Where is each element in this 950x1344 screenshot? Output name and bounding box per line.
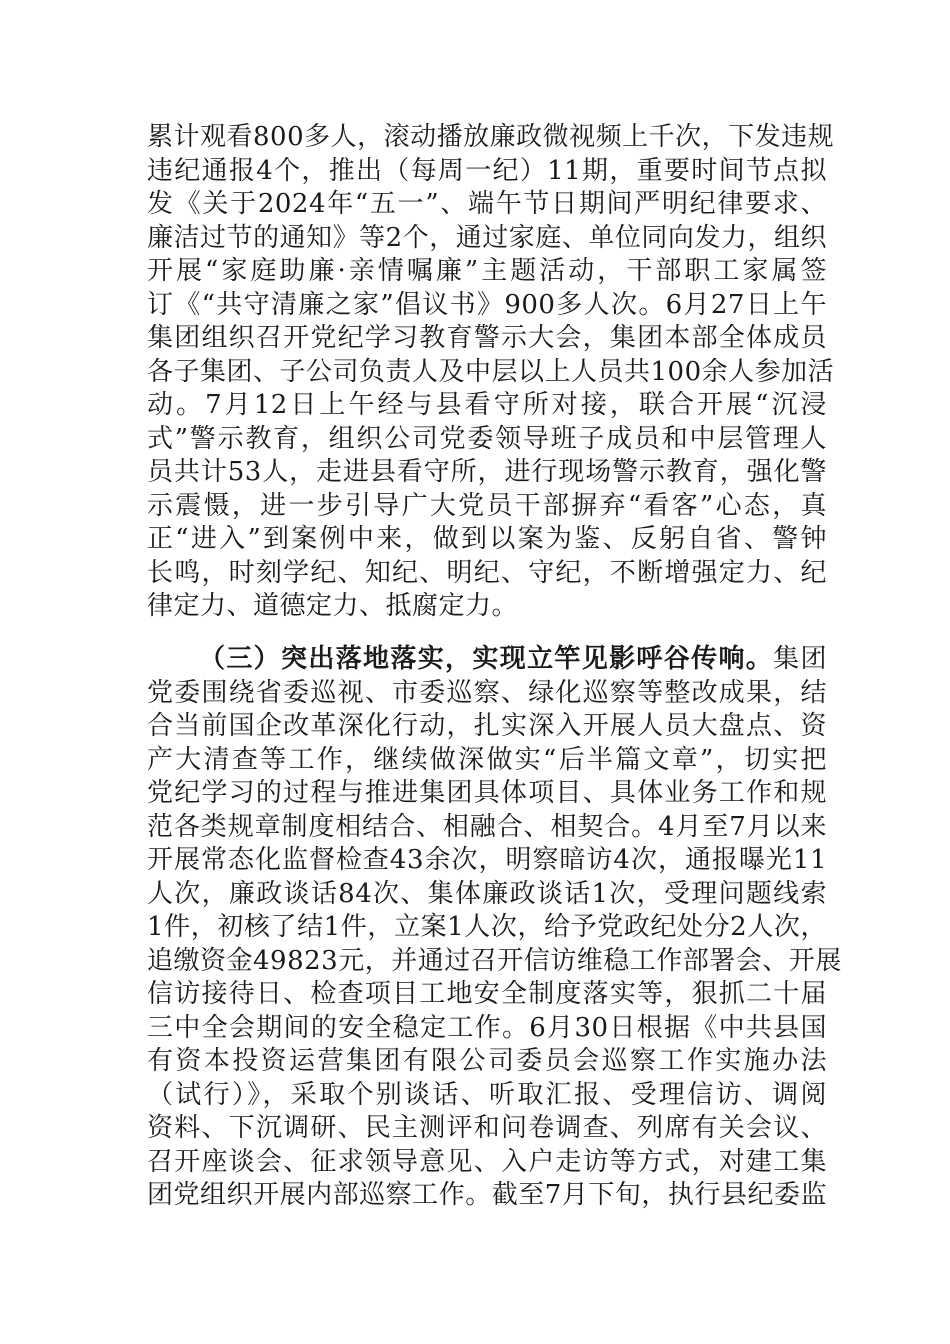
text-line: 廉洁过节的通知》等2个，通过家庭、单位同向发力，组织 bbox=[147, 222, 827, 253]
text-line: 发《关于2024年“五一”、端午节日期间严明纪律要求、 bbox=[147, 189, 827, 219]
text-line: 三中全会期间的安全稳定工作。6月30日根据《中共县国 bbox=[147, 1012, 827, 1043]
text-line: 范各类规章制度相结合、相融合、相契合。4月至7月以来 bbox=[147, 811, 827, 842]
text-line: 开展“家庭助廉·亲情嘱廉”主题活动，干部职工家属签 bbox=[147, 256, 827, 286]
text-line: 违纪通报4个，推出（每周一纪）11期，重要时间节点拟 bbox=[147, 155, 827, 186]
text-line: 式”警示教育，组织公司党委领导班子成员和中层管理人 bbox=[147, 423, 827, 454]
section-first-line bbox=[147, 643, 827, 677]
text-line: （试行）》，采取个别谈话、听取汇报、受理信访、调阅 bbox=[147, 1079, 827, 1110]
paragraph-continued bbox=[147, 121, 835, 624]
text-line: 信访接待日、检查项目工地安全制度落实等，狠抓二十届 bbox=[147, 979, 827, 1009]
text-line: 人次，廉政谈话84次、集体廉政谈话1次，受理问题线索 bbox=[147, 878, 827, 909]
paragraph-section-three bbox=[147, 643, 842, 1213]
section-heading: （三）突出落地落实，实现立竿见影呼谷传响。 bbox=[199, 644, 774, 674]
text-run: 集团 bbox=[773, 644, 827, 674]
text-line: 1件，初核了结1件，立案1人次，给予党政纪处分2人次， bbox=[147, 912, 827, 942]
text-line: 合当前国企改革深化行动，扎实深入开展人员大盘点、资 bbox=[147, 711, 827, 741]
text-line: 集团组织召开党纪学习教育警示大会，集团本部全体成员 bbox=[147, 323, 827, 353]
text-line: 追缴资金49823元，并通过召开信访维稳工作部署会、开展 bbox=[147, 945, 842, 976]
text-line: 长鸣，时刻学纪、知纪、明纪、守纪，不断增强定力、纪 bbox=[147, 557, 827, 588]
text-line: 员共计53人，走进县看守所，进行现场警示教育，强化警 bbox=[147, 457, 827, 487]
text-line: 订《“共守清廉之家”倡议书》900多人次。6月27日上午 bbox=[147, 289, 827, 320]
text-line: 各子集团、子公司负责人及中层以上人员共100余人参加活 bbox=[147, 356, 835, 387]
text-line: 资料、下沉调研、民主测评和问卷调查、列席有关会议、 bbox=[147, 1113, 827, 1143]
text-line: 党纪学习的过程与推进集团具体项目、具体业务工作和规 bbox=[147, 778, 827, 808]
text-line: 示震慑，进一步引导广大党员干部摒弃“看客”心态，真 bbox=[147, 490, 827, 521]
text-line: 律定力、道德定力、抵腐定力。 bbox=[147, 591, 519, 621]
text-line: 召开座谈会、征求领导意见、入户走访等方式，对建工集 bbox=[147, 1146, 827, 1177]
text-line: 有资本投资运营集团有限公司委员会巡察工作实施办法 bbox=[147, 1046, 827, 1076]
text-line: 党委围绕省委巡视、市委巡察、绿化巡察等整改成果，结 bbox=[147, 677, 827, 708]
text-line: 累计观看800多人，滚动播放廉政微视频上千次，下发违规 bbox=[147, 122, 835, 152]
text-line: 产大清查等工作，继续做深做实“后半篇文章”，切实把 bbox=[147, 744, 827, 775]
text-line: 开展常态化监督检查43余次，明察暗访4次，通报曝光11 bbox=[147, 845, 827, 875]
text-line: 团党组织开展内部巡察工作。截至7月下旬，执行县纪委监 bbox=[147, 1180, 827, 1210]
text-line: 动。7月12日上午经与县看守所对接，联合开展“沉浸 bbox=[147, 390, 827, 420]
text-line: 正“进入”到案例中来，做到以案为鉴、反躬自省、警钟 bbox=[147, 524, 827, 554]
